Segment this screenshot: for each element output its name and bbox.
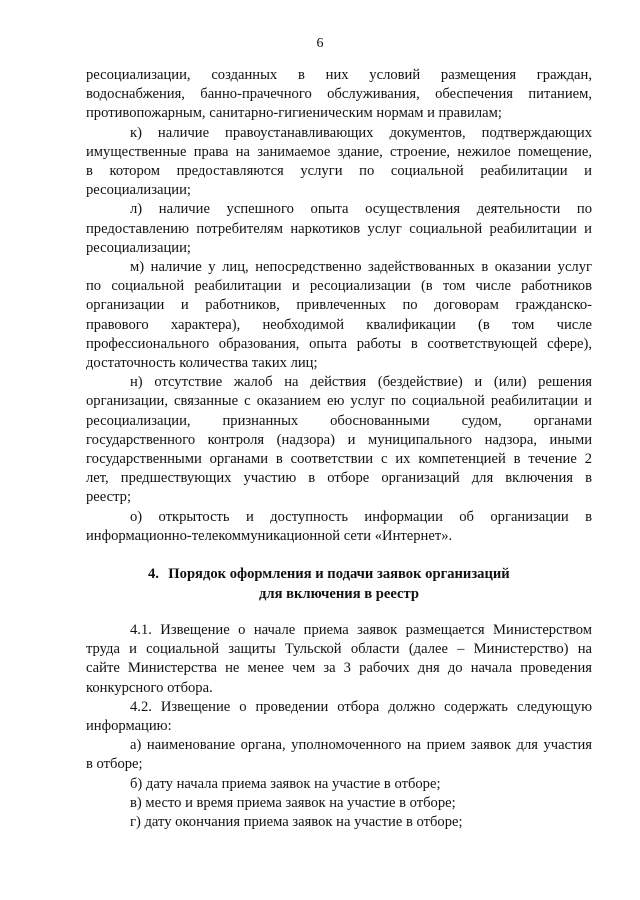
text-line: н) отсутствие жалоб на действия (бездействие) и (или) решения — [130, 374, 592, 391]
text-line: к) наличие правоустанавливающих документов, подтверждающих — [130, 124, 592, 141]
text-line: труда и социальной защиты Тульской области (далее – Министерство) на — [86, 641, 592, 658]
list-items-block — [86, 66, 592, 546]
text-line: правового характера), необходимой квалификации (в том числе — [86, 316, 592, 333]
text-line: в) место и время приема заявок на участие в отборе; — [130, 794, 456, 811]
text-line: водоснабжения, банно-прачечного обслуживания, обеспечения питанием, — [86, 86, 592, 103]
text-line: конкурсного отбора. — [86, 679, 213, 696]
text-line: ресоциализации; — [86, 239, 191, 256]
text-line: профессионального образования, опыта работы в соответствующей сфере), — [86, 335, 592, 352]
section-title-line-1: Порядок оформления и подачи заявок организаций — [168, 566, 510, 582]
text-line: организации, связанные с оказанием ею услуг по социальной реабилитации и — [86, 393, 592, 410]
text-line: 4.1. Извещение о начале приема заявок размещается Министерством — [130, 622, 592, 638]
text-line: организации и работников, привлеченных по договорам гражданско- — [86, 297, 592, 314]
text-line: информационно-телекоммуникационной сети «Интернет». — [86, 527, 453, 544]
text-line: а) наименование органа, уполномоченного на прием заявок для участия — [130, 737, 592, 754]
text-line: в отборе; — [86, 756, 143, 773]
text-line: предоставлению потребителям наркотиков услуг социальной реабилитации и — [86, 220, 592, 237]
text-line: ресоциализации, созданных в них условий размещения граждан, — [86, 67, 592, 83]
text-line: государственными органами в соответствии с их компетенцией в течение 2 — [86, 451, 592, 468]
text-line: государственного контроля (надзора) и муниципального надзора, иными — [86, 431, 592, 448]
text-line: 4.2. Извещение о проведении отбора должно содержать следующую — [130, 698, 592, 715]
section-body-block — [86, 621, 592, 832]
page-number: 6 — [316, 36, 324, 51]
text-line: реестр; — [86, 489, 131, 506]
text-line: лет, предшествующих участию в отборе организаций для включения в — [86, 470, 592, 487]
section-number: 4. — [148, 566, 159, 582]
section-heading — [86, 565, 592, 604]
text-line: достаточность количества таких лиц; — [86, 355, 318, 372]
text-line: сайте Министерства не менее чем за 3 рабочих дня до начала проведения — [86, 660, 592, 677]
text-line: м) наличие у лиц, непосредственно задействованных в оказании услуг — [130, 259, 592, 276]
text-line: в котором предоставляются услуги по социальной реабилитации и — [86, 163, 592, 180]
text-line: о) открытость и доступность информации об организации в — [130, 508, 592, 525]
text-line: г) дату окончания приема заявок на участие в отборе; — [130, 814, 463, 831]
text-line: л) наличие успешного опыта осуществления деятельности по — [130, 201, 592, 218]
text-line: ресоциализации, признанных обоснованными судом, органами — [86, 412, 592, 429]
text-line: по социальной реабилитации и ресоциализации (в том числе работников — [86, 278, 592, 295]
text-line: ресоциализации; — [86, 182, 191, 199]
text-line: информацию: — [86, 718, 172, 735]
text-line: б) дату начала приема заявок на участие в отборе; — [130, 775, 441, 792]
text-line: противопожарным, санитарно-гигиеническим нормам и правилам; — [86, 105, 502, 122]
section-title-line-2: для включения в реестр — [259, 585, 419, 602]
text-line: имущественные права на занимаемое здание, строение, нежилое помещение, — [86, 143, 592, 160]
